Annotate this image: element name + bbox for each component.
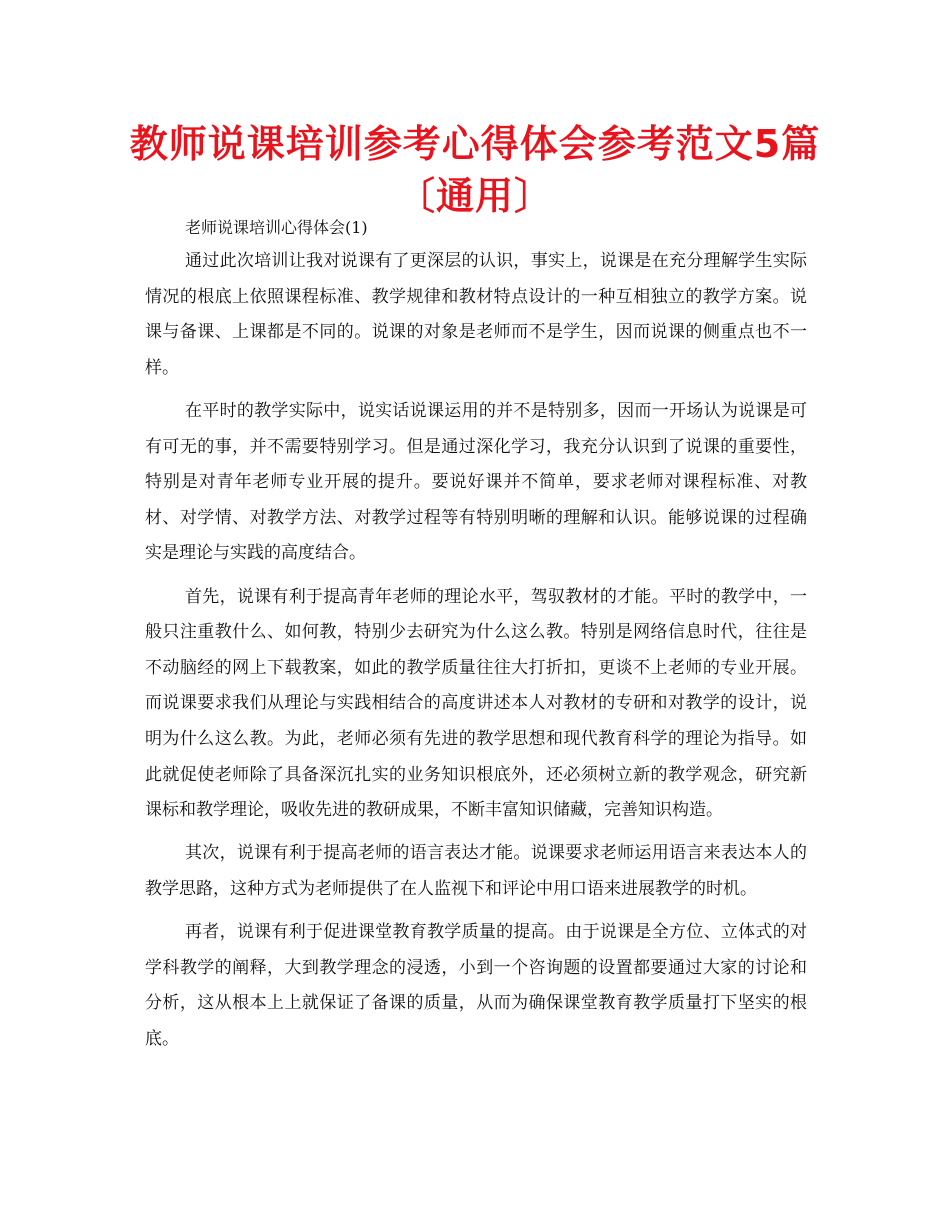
- paragraph: 在平时的教学实际中，说实话说课运用的并不是特别多，因而一开场认为说课是可有可无的事，并不需要特别学习。但是通过深化学习，我充分认识到了说课的重要性，特别是对青年老师专业开展的提升。要说好课并不简单，要求老师对课程标准、对教材、对学情、对教学方法、对教学过程等有特别明晰的理解和认识。能够说课的过程确实是理论与实践的高度结合。: [145, 400, 807, 564]
- paragraph: 再者，说课有利于促进课堂教育教学质量的提高。由于说课是全方位、立体式的对学科教学的阐释，大到教学理念的浸透，小到一个咨询题的设置都要通过大家的讨论和分析，这从根本上上就保证了备课的质量，从而为确保课堂教育教学质量打下坚实的根底。: [145, 922, 807, 1049]
- paragraph: 首先，说课有利于提高青年老师的理论水平，驾驭教材的才能。平时的教学中，一般只注重教什么、如何教，特别少去研究为什么这么教。特别是网络信息时代，往往是不动脑经的网上下载教案，如此的教学质量往往大打折扣，更谈不上老师的专业开展。而说课要求我们从理论与实践相结合的高度讲述本人对教材的专研和对教学的设计，说明为什么这么教。为此，老师必须有先进的教学思想和现代教育科学的理论为指导。如此就促使老师除了具备深沉扎实的业务知识根底外，还必须树立新的教学观念，研究新课标和教学理论，吸收先进的教研成果，不断丰富知识储藏，完善知识构造。: [145, 586, 807, 821]
- paragraph: 其次，说课有利于提高老师的语言表达才能。说课要求老师运用语言来表达本人的教学思路，这种方式为老师提供了在人监视下和评论中用口语来进展教学的时机。: [145, 843, 807, 899]
- document-subtitle: 老师说课培训心得体会(1): [185, 218, 368, 237]
- paragraph: 通过此次培训让我对说课有了更深层的认识，事实上，说课是在充分理解学生实际情况的根底上依照课程标准、教学规律和教材特点设计的一种互相独立的教学方案。说课与备课、上课都是不同的。说课的对象是老师而不是学生，因而说课的侧重点也不一样。: [145, 251, 807, 378]
- document-body: [145, 244, 807, 1065]
- document-title: 教师说课培训参考心得体会参考范文5篇〔通用〕: [129, 122, 821, 218]
